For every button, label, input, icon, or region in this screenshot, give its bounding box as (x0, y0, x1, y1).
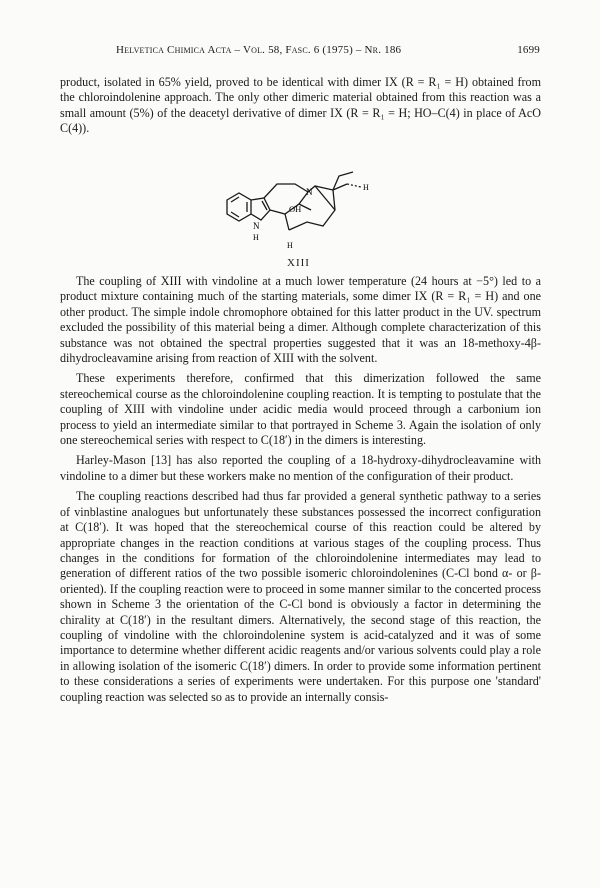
body-text-block (60, 274, 541, 705)
paragraph-4: The coupling reactions described had thus far provided a general synthetic pathway to a series of vinblastine analogues but unfortunately these substances possessed the incorrect configuration at C(18′). It was hoped that the stereochemical course of this reaction could be altered by appropriate changes in the reaction conditions at various stages of the coupling process. Thus changes in the conditions for formation of the chloroindolenine intermediates may lead to generation of different ratios of the two possible isomeric chloroindolenines (C-Cl bond α- or β-oriented). If the coupling reaction were to proceed in some manner similar to the concerted process shown in Scheme 3 the orientation of the C-Cl bond is obviously a factor in determining the chirality at C(18′) in the resultant dimers. Alternatively, the second stage of this reaction, the coupling of vindoline with the chloroindolenine system is acid-catalyzed and it was of some importance to determine whether different acidic reagents and/or various solvents could play a role in allowing isolation of the isomeric C(18′) dimers. In order to provide some information pertinent to these considerations a series of experiments were undertaken. For this purpose one 'standard' coupling reaction was selected so as to provide an internally consis- (60, 489, 541, 704)
atom-label-n-ring: N (306, 187, 313, 197)
atom-label-h-right: H (363, 183, 369, 192)
atom-label-h-bottom: H (287, 241, 293, 250)
page-number: 1699 (517, 44, 540, 56)
paragraph-2: These experiments therefore, confirmed that this dimerization followed the same stereochemical course as the chloroindolenine coupling reaction. It is tempting to postulate that the coupling of XIII with vindoline under acidic media would proceed through a carbonium ion process to yield an intermediate similar to that portrayed in Scheme 3. Again the isolation of only one stereochemical series with respect to C(18′) in the dimers is interesting. (60, 371, 541, 448)
atom-label-oh: OH (289, 204, 302, 214)
atom-label-n-indole: N (253, 221, 260, 231)
top-text-block (60, 75, 541, 137)
structure-xiii-drawing (215, 170, 395, 270)
paragraph-continued: product, isolated in 65% yield, proved to be identical with dimer IX (R = R₁ = H) obtained from the chloroindolenine approach. The only other dimeric material obtained from this reaction was a small amount (5%) of the deacetyl derivative of dimer IX (R = R₁ = H; HO–C(4) in place of AcO C(4)). (60, 75, 541, 136)
journal-citation: Helvetica Chimica Acta – Vol. 58, Fasc. 6 (1975) – Nr. 186 (116, 44, 402, 56)
paragraph-3: Harley-Mason [13] has also reported the coupling of a 18-hydroxy-dihydrocleavamine with vindoline to a dimer but these workers make no mention of the configuration of their product. (60, 453, 541, 483)
atom-label-h-indole: H (253, 233, 259, 242)
compound-label: XIII (287, 257, 310, 269)
paragraph-1: The coupling of XIII with vindoline at a much lower temperature (24 hours at −5°) led to a product mixture containing much of the starting materials, some dimer IX (R = R₁ = H) and one other product. The simple indole chromophore obtained for this latter product in the UV. spectrum excluded the possibility of this material being a dimer. Although complete characterization of this substance was not obtained the spectral properties suggested that it was an 18-methoxy-4β-dihydrocleavamine arising from reaction of XIII with the solvent. (60, 274, 541, 366)
chemical-structure-figure (215, 170, 395, 270)
